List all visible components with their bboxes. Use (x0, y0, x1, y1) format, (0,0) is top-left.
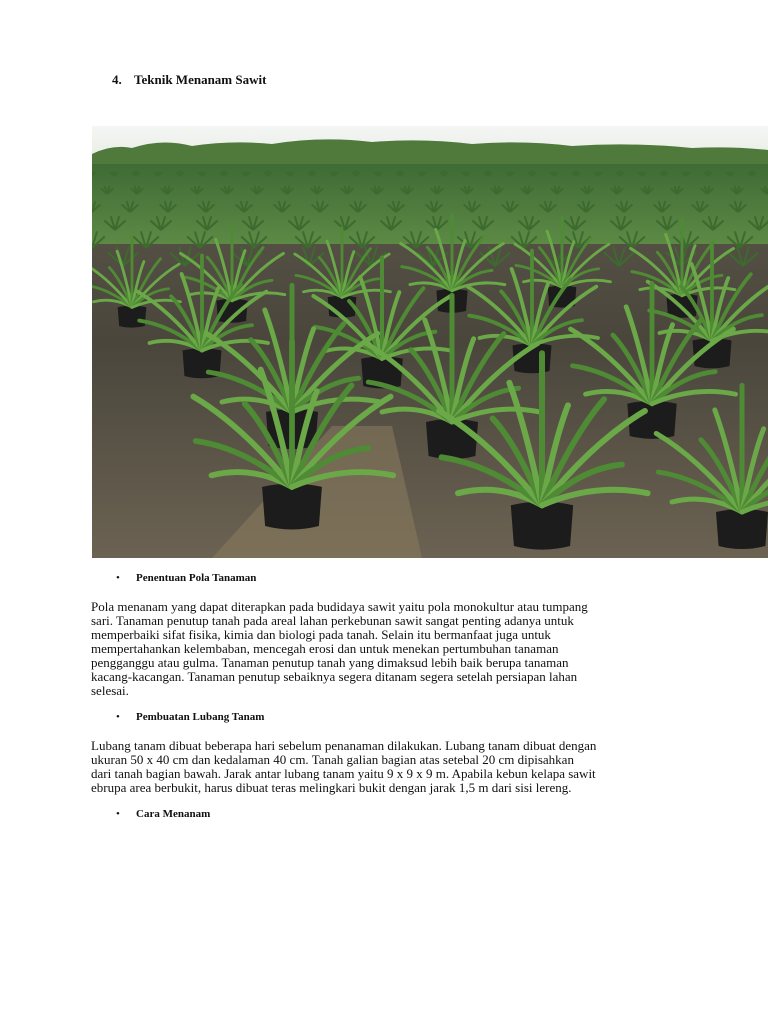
paragraph-line: mempertahankan kelembaban, mencegah erosi dan untuk menekan pertumbuhan tanaman (91, 641, 559, 656)
bullet-heading-pola-tanaman (116, 572, 256, 584)
bullet-heading-cara-menanam (116, 808, 210, 820)
paragraph-line: ukuran 50 x 40 cm dan kedalaman 40 cm. Tanah galian bagian atas setebal 20 cm dipisahkan (91, 752, 574, 767)
palm-plantation-photo (92, 126, 768, 558)
paragraph-line: memperbaiki sifat fisika, kimia dan biologi pada tanah. Selain itu bermanfaat juga untuk (91, 627, 551, 642)
bullet-title: Penentuan Pola Tanaman (136, 572, 257, 584)
bullet-heading-lubang-tanam (116, 711, 264, 723)
paragraph-line: selesai. (91, 683, 129, 698)
bullet-title: Cara Menanam (136, 808, 211, 820)
paragraph-line: pengganggu atau gulma. Tanaman penutup tanah yang dimaksud lebih baik berupa tanaman (91, 655, 569, 670)
paragraph-line: ebrupa area berbukit, harus dibuat teras melingkari bukit dengan jarak 1,5 m dari sisi lereng. (91, 780, 572, 795)
bullet-title: Pembuatan Lubang Tanam (136, 711, 265, 723)
paragraph-pola-tanaman (91, 600, 691, 698)
bullet-icon: • (116, 808, 120, 820)
paragraph-line: kacang-kacangan. Tanaman penutup sebaiknya segera ditanam segera setelah persiapan lahan (91, 669, 578, 684)
paragraph-line: dari tanah bagian bawah. Jarak antar lubang tanam yaitu 9 x 9 x 9 m. Apabila kebun kelapa sawit (91, 766, 596, 781)
paragraph-lubang-tanam (91, 739, 691, 795)
bullet-icon: • (116, 572, 120, 584)
section-number: 4. (112, 72, 122, 87)
section-heading (112, 72, 266, 88)
bullet-icon: • (116, 711, 120, 723)
paragraph-line: Pola menanam yang dapat diterapkan pada budidaya sawit yaitu pola monokultur atau tumpang (91, 599, 588, 614)
section-title: Teknik Menanam Sawit (134, 72, 267, 87)
paragraph-line: sari. Tanaman penutup tanah pada areal lahan perkebunan sawit sangat penting adanya untuk (91, 613, 574, 628)
paragraph-line: Lubang tanam dibuat beberapa hari sebelum penanaman dilakukan. Lubang tanam dibuat dengan (91, 738, 597, 753)
